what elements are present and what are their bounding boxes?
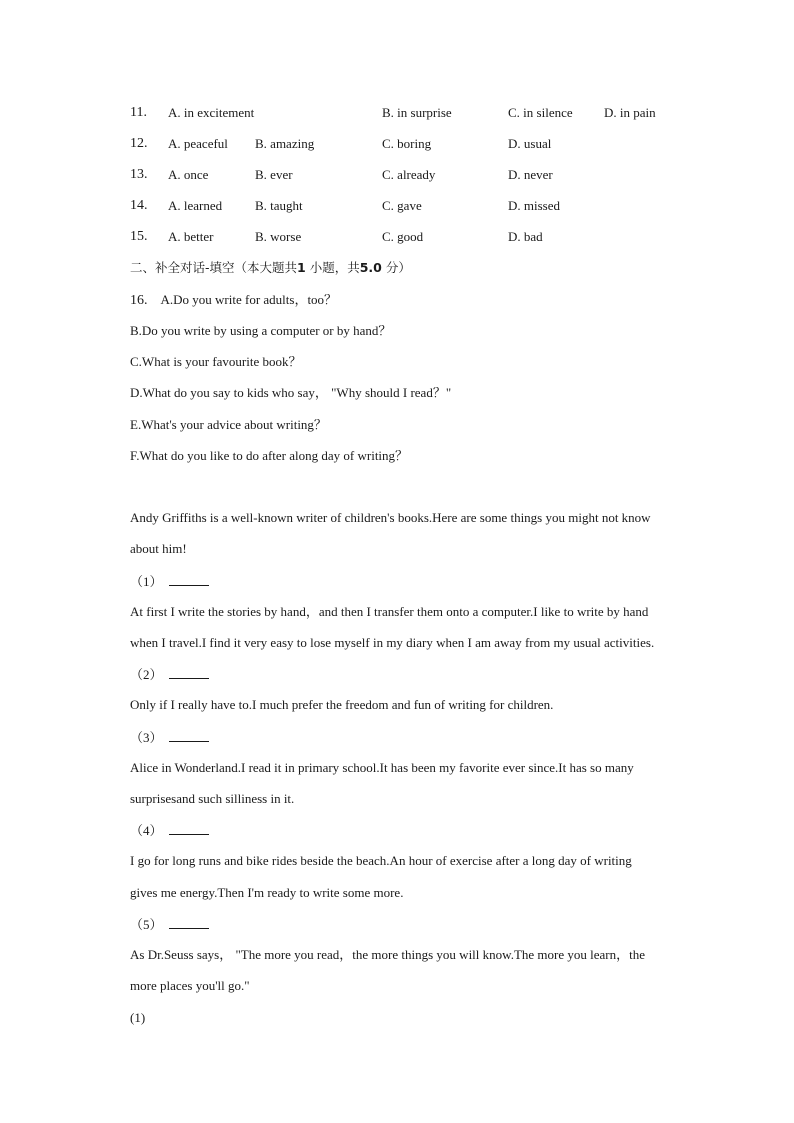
answer-label: (1) [130, 1010, 146, 1025]
option-text: A.Do you write for adults，too？ [160, 292, 338, 307]
section-score: 5.0 [359, 260, 382, 275]
section-heading-prefix: 二、补全对话-填空（本大题共 [130, 260, 298, 275]
answer-blank[interactable] [169, 916, 209, 929]
option-a: A. peaceful [168, 136, 228, 151]
answer-4-line-1: I go for long runs and bike rides beside the beach.An hour of exercise after a long day of writing [130, 853, 632, 868]
answer-3-line-1: Alice in Wonderland.I read it in primary school.It has been my favorite ever since.It has so many [130, 760, 634, 775]
option-a: A. better [168, 229, 214, 244]
answer-1-line-1: At first I write the stories by hand，and then I transfer them onto a computer.I like to write by hand [130, 604, 649, 619]
option-c: C. in silence [508, 105, 573, 120]
option-d: D. never [508, 167, 553, 182]
option-a: A. learned [168, 198, 223, 213]
blank-3 [130, 729, 209, 746]
blank-1 [130, 573, 209, 590]
option-d: D. in pain [604, 105, 656, 120]
question-15 [130, 229, 730, 245]
answer-5-line-2: more places you'll go." [130, 978, 250, 993]
blank-label: （5） [130, 917, 163, 932]
answer-3-line-2: surprisesand such silliness in it. [130, 791, 295, 806]
answer-4-line-2: gives me energy.Then I'm ready to write some more. [130, 885, 404, 900]
option-d: D. usual [508, 136, 552, 151]
question-12 [130, 136, 730, 152]
answer-2-line-1: Only if I really have to.I much prefer the freedom and fun of writing for children. [130, 697, 554, 712]
blank-5 [130, 916, 209, 933]
question-16-option-f: F.What do you like to do after along day of writing？ [130, 448, 409, 463]
blank-4 [130, 822, 209, 839]
option-c: C. good [382, 229, 424, 244]
question-number: 13. [130, 167, 148, 182]
option-b: B. worse [255, 229, 302, 244]
option-a: A. in excitement [168, 105, 255, 120]
question-16-option-b: B.Do you write by using a computer or by hand？ [130, 323, 392, 338]
question-13 [130, 167, 730, 183]
section-heading-suffix: 分） [381, 260, 411, 275]
blank-label: （4） [130, 823, 163, 838]
passage-intro-line-2: about him! [130, 541, 187, 556]
answer-blank[interactable] [169, 573, 209, 586]
answer-1-line-2: when I travel.I find it very easy to lose myself in my diary when I am away from my usual activities. [130, 635, 655, 650]
blank-label: （3） [130, 730, 163, 745]
question-16-option-c: C.What is your favourite book？ [130, 354, 302, 369]
question-14 [130, 198, 730, 214]
question-number: 11. [130, 105, 147, 120]
option-b: B. ever [255, 167, 293, 182]
option-b: B. taught [255, 198, 303, 213]
option-b: B. amazing [255, 136, 315, 151]
question-16-option-d: D.What do you say to kids who say， "Why should I read？" [130, 385, 452, 400]
question-number: 15. [130, 229, 148, 244]
blank-label: （1） [130, 574, 163, 589]
question-number: 14. [130, 198, 148, 213]
question-16-option-a [130, 292, 337, 309]
question-number: 12. [130, 136, 148, 151]
answer-blank[interactable] [169, 666, 209, 679]
section-heading [130, 260, 411, 276]
option-c: C. gave [382, 198, 422, 213]
answer-blank[interactable] [169, 822, 209, 835]
answer-blank[interactable] [169, 729, 209, 742]
question-11 [130, 105, 730, 121]
answer-5-line-1: As Dr.Seuss says， "The more you read，the more things you will know.The more you learn，the [130, 947, 645, 962]
option-a: A. once [168, 167, 209, 182]
blank-label: （2） [130, 667, 163, 682]
option-b: B. in surprise [382, 105, 452, 120]
question-number: 16. [130, 293, 148, 308]
section-heading-mid: 小题，共 [305, 260, 360, 275]
blank-2 [130, 666, 209, 683]
question-16-option-e: E.What's your advice about writing？ [130, 417, 327, 432]
option-c: C. boring [382, 136, 432, 151]
option-d: D. missed [508, 198, 560, 213]
section-count: 1 [297, 260, 306, 275]
passage-intro-line-1: Andy Griffiths is a well-known writer of children's books.Here are some things you might not know [130, 510, 651, 525]
option-c: C. already [382, 167, 436, 182]
option-d: D. bad [508, 229, 543, 244]
